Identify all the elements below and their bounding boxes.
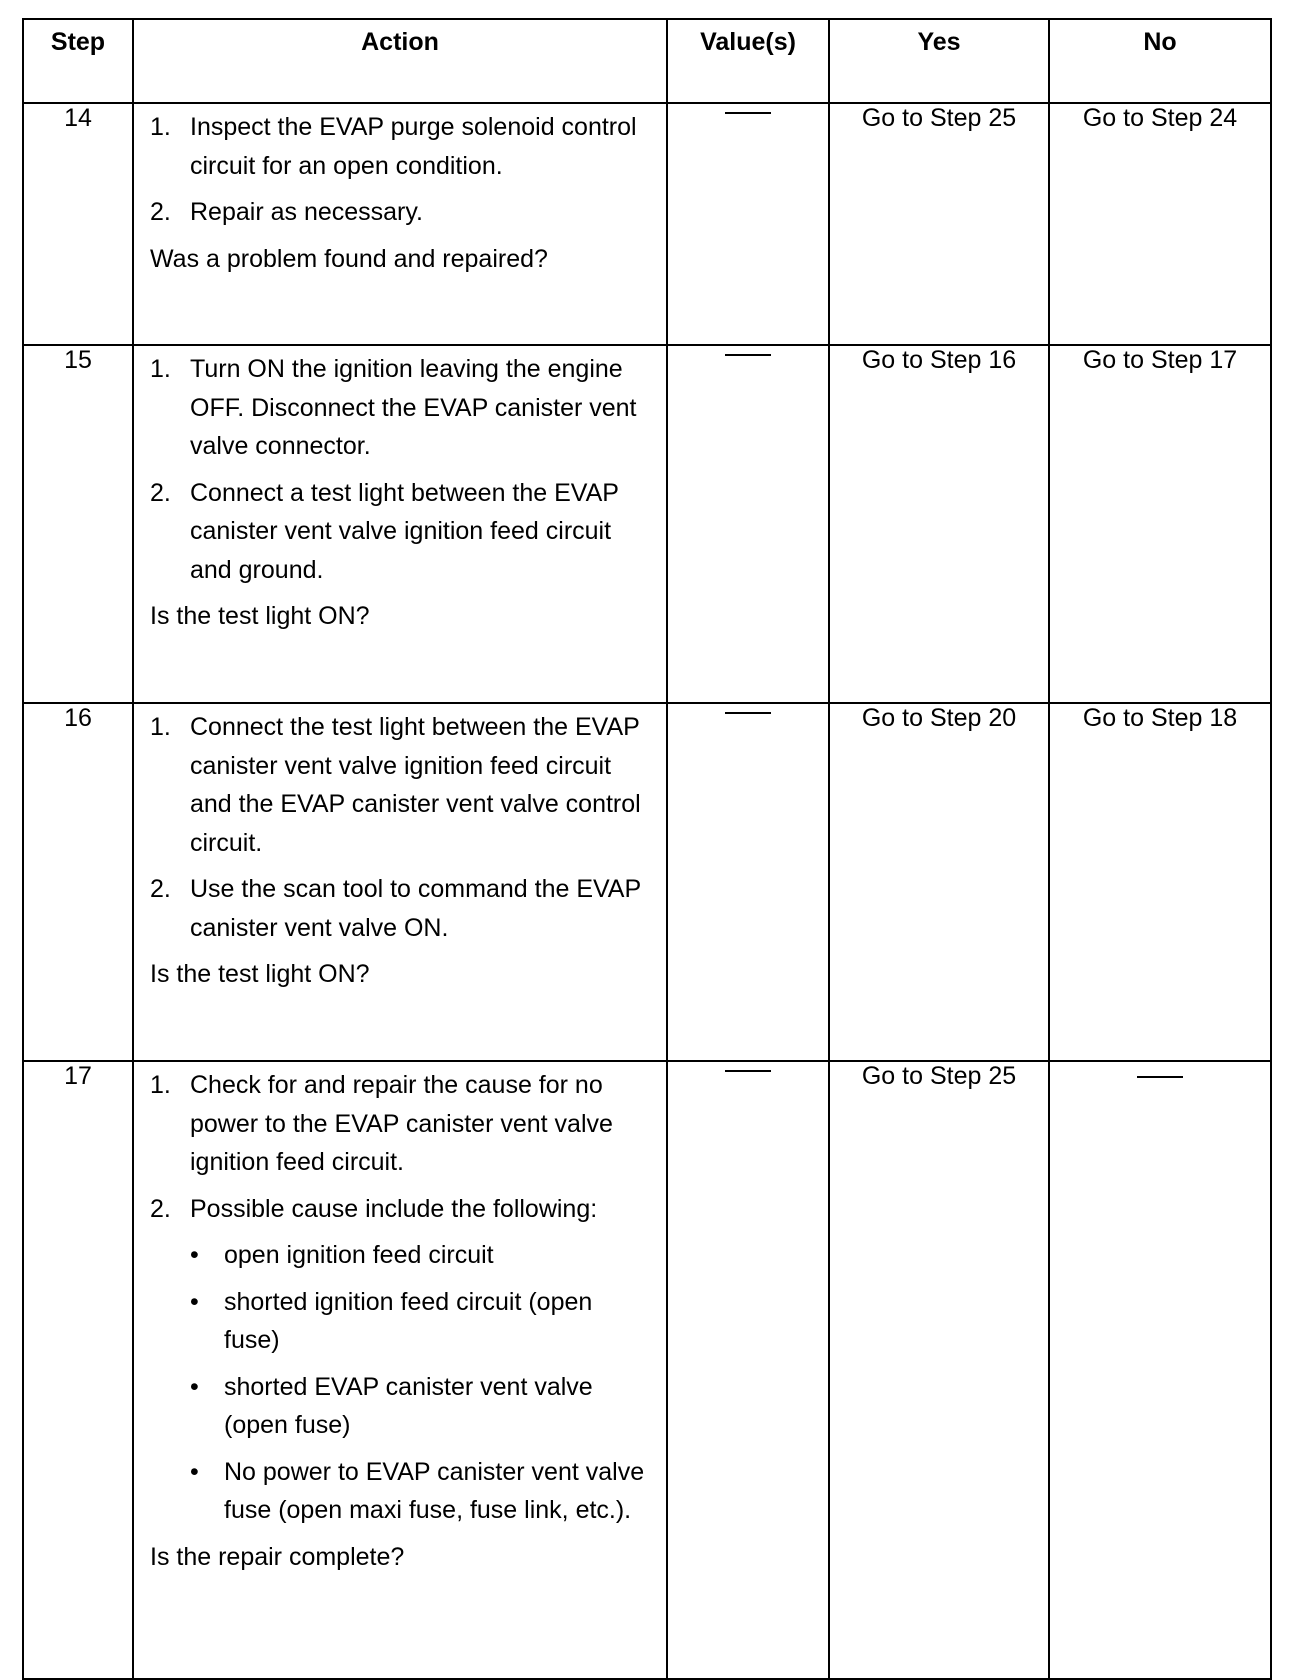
action-item [150,350,654,466]
value-dash [725,1070,771,1072]
action-number: 2. [150,875,171,903]
value-cell [667,103,829,345]
action-number: 1. [150,1071,171,1099]
action-text: Repair as necessary. [190,198,423,226]
action-text: Check for and repair the cause for no power to the EVAP canister vent valve ignition feed circuit. [190,1071,613,1176]
action-text: Inspect the EVAP purge solenoid control circuit for an open condition. [190,113,637,180]
action-item [150,870,654,947]
action-cell [133,103,667,345]
action-cell [133,703,667,1061]
action-text: Turn ON the ignition leaving the engine OFF. Disconnect the EVAP canister vent valve connector. [190,355,637,460]
action-item [150,1190,654,1229]
cause-list [150,1236,654,1530]
action-text: Use the scan tool to command the EVAP canister vent valve ON. [190,875,641,942]
diagnostic-table [22,18,1272,1680]
header-action: Action [133,19,667,103]
value-dash [725,112,771,114]
action-number: 2. [150,198,171,226]
action-item [150,474,654,590]
no-dash [1137,1076,1183,1078]
value-cell [667,345,829,703]
value-dash [725,354,771,356]
list-item [150,1453,654,1530]
step-number: 17 [23,1061,133,1679]
no-cell [1049,1061,1271,1679]
action-question: Is the test light ON? [150,602,370,630]
header-row [23,19,1271,103]
action-number: 1. [150,355,171,383]
yes-cell: Go to Step 25 [829,103,1049,345]
bullet-dot: • [190,1287,199,1316]
action-text: Connect the test light between the EVAP canister vent valve ignition feed circuit and the EVAP canister vent valve control circuit. [190,713,641,857]
action-cell [133,345,667,703]
value-cell [667,703,829,1061]
bullet-text: shorted ignition feed circuit (open fuse) [224,1287,593,1354]
step-number: 16 [23,703,133,1061]
header-values: Value(s) [667,19,829,103]
action-question: Is the test light ON? [150,960,370,988]
yes-cell: Go to Step 16 [829,345,1049,703]
bullet-text: shorted EVAP canister vent valve (open fuse) [224,1372,593,1439]
bullet-dot: • [190,1241,199,1269]
bullet-text: open ignition feed circuit [224,1241,494,1269]
action-number: 1. [150,713,171,741]
action-question: Was a problem found and repaired? [150,244,548,273]
action-question: Is the repair complete? [150,1542,405,1571]
table-row [23,103,1271,345]
action-number: 1. [150,113,171,141]
action-text: Possible cause include the following: [190,1194,598,1223]
list-item [150,1283,654,1360]
action-number: 2. [150,478,171,507]
table-row [23,703,1271,1061]
no-cell: Go to Step 24 [1049,103,1271,345]
bullet-dot: • [190,1372,199,1401]
list-item [150,1368,654,1445]
header-yes: Yes [829,19,1049,103]
action-item [150,193,654,232]
value-cell [667,1061,829,1679]
action-item [150,1066,654,1182]
header-no: No [1049,19,1271,103]
no-cell: Go to Step 17 [1049,345,1271,703]
no-cell: Go to Step 18 [1049,703,1271,1061]
step-number: 15 [23,345,133,703]
action-item [150,708,654,862]
value-dash [725,712,771,714]
action-text: Connect a test light between the EVAP canister vent valve ignition feed circuit and ground. [190,478,619,584]
list-item [150,1236,654,1275]
action-item [150,108,654,185]
header-step: Step [23,19,133,103]
table-row [23,345,1271,703]
step-number: 14 [23,103,133,345]
yes-cell: Go to Step 25 [829,1061,1049,1679]
action-cell [133,1061,667,1679]
bullet-dot: • [190,1457,199,1486]
action-number: 2. [150,1194,171,1223]
table-row [23,1061,1271,1679]
bullet-text: No power to EVAP canister vent valve fuse (open maxi fuse, fuse link, etc.). [224,1457,645,1524]
yes-cell: Go to Step 20 [829,703,1049,1061]
